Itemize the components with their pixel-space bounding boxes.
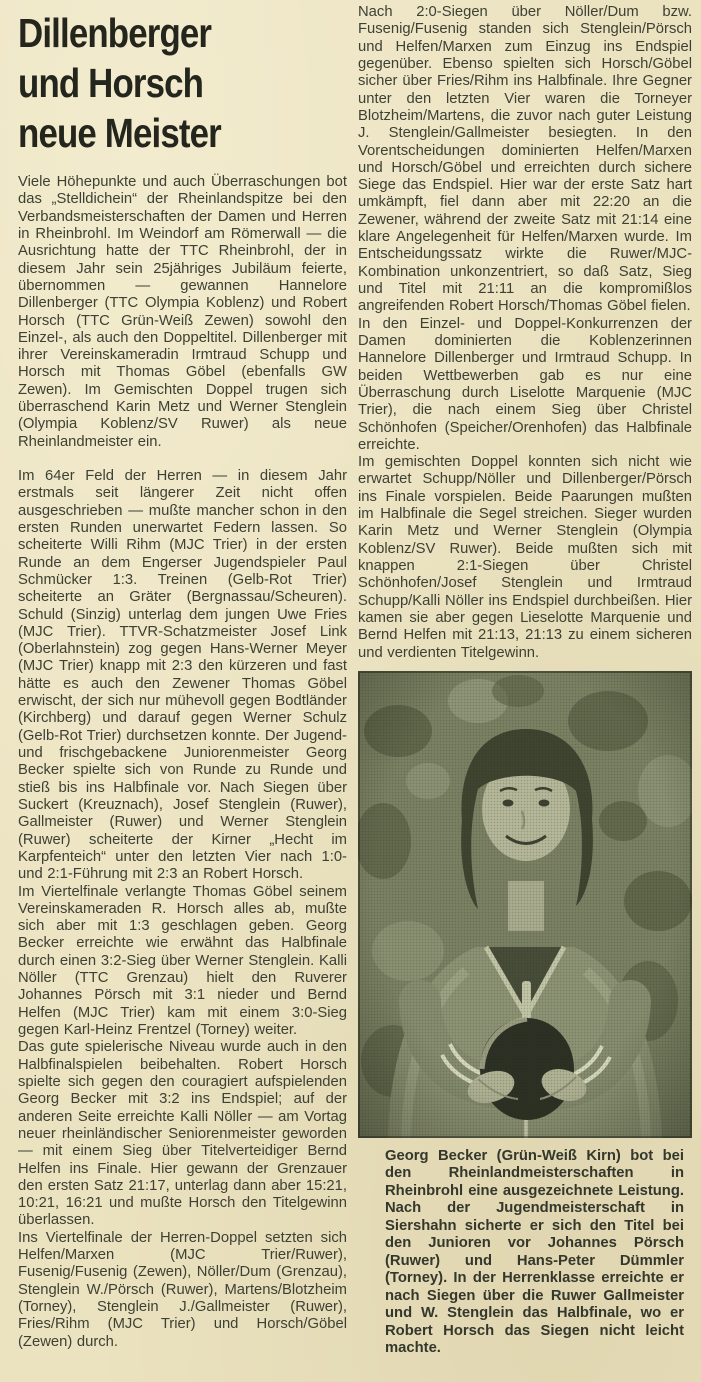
paragraph-viertelfinale-einzel: Im Viertelfinale verlangte Thomas Göbel seinem Vereinskameraden R. Horsch alles ab, mußte sich aber mit 1:3 geschlagen geben. Georg Becker erreichte wie erwähnt das Halbfinale durch einen 3:2-Sieg über Werner Stenglein. Kalli Nöller (TTC Grenzau) hielt den Ruverer Johannes Pörsch mit 3:1 nieder und Bernd Helfen (MJC Trier) kam mit einem 3:0-Sieg gegen Karl-Heinz Frentzel (Torney) weiter.	[18, 883, 347, 1038]
paragraph-doppel-endspiel: Nach 2:0-Siegen über Nöller/Dum bzw. Fusenig/Fusenig standen sich Stenglein/Pörsch und Helfen/Marxen zum Einzug ins Endspiel gegenüber. Ebenso spielten sich Horsch/Göbel sicher über Fries/Rihm ins Halbfinale. Ihre Gegner unter den letzten Vier waren die Torneyer Blotzheim/Martens, die zuvor nach guter Leistung J. Stenglein/Gallmeister besiegten. In den Vorentscheidungen dominierten Helfen/Marxen und Horsch/Göbel und erreichten durch sichere Siege das Endspiel. Hier war der erste Satz hart umkämpft, fiel dann aber mit 22:20 an die Zewener, während der zweite Satz mit 21:14 eine klare Angelegenheit für Helfen/Marxen wurde. Im Entscheidungssatz wirkte die Ruwer/MJC-Kombination unkonzentriert, so daß Satz, Sieg und Titel mit 21:11 an die kompromißlos angreifenden Robert Horsch/Thomas Göbel fielen.	[358, 4, 692, 315]
paragraph-herren-doppel: Ins Viertelfinale der Herren-Doppel setzten sich Helfen/Marxen (MJC Trier/Ruwer), Fusenig/Fusenig (Zewen), Nöller/Dum (Grenzau), Stenglein W./Pörsch (Ruwer), Martens/Blotzheim (Torney), Stenglein J./Gallmeister (Ruwer), Fries/Rihm (MJC Trier) und Horsch/Göbel (Zewen) durch.	[18, 1229, 347, 1350]
article-headline	[18, 8, 298, 158]
headline-line-2: und Horsch	[18, 60, 204, 106]
paragraph-halbfinale: Das gute spielerische Niveau wurde auch in den Halbfinalspielen beibehalten. Robert Horsch spielte sich gegen den couragiert aufspielenden Georg Becker mit 3:2 ins Endspiel; auf der anderen Seite erreichte Kalli Nöller — am Vortag neuer rheinländischer Seniorenmeister geworden — mit einem Sieg über Titelverteidiger Bernd Helfen ins Finale. Hier gewann der Grenzauer den ersten Satz 21:17, unterlag dann aber 15:21, 10:21, 16:21 und mußte Horsch den Titelgewinn überlassen.	[18, 1039, 347, 1229]
paragraph-damen: In den Einzel- und Doppel-Konkurrenzen der Damen dominierten die Koblenzerinnen Hannelore Dillenberger und Irmtraud Schupp. In beiden Wettbewerben gab es nur eine Überraschung durch Liselotte Marquenie (MJC Trier), die nach einem Sieg über Christel Schönhofen (Speicher/Orenhofen) das Halbfinale erreichte.	[358, 315, 692, 453]
paragraph-herren-feld: Im 64er Feld der Herren — in diesem Jahr erstmals seit längerer Zeit nicht offen ausgeschrieben — mußte mancher schon in den ersten Runden unerwartet Federn lassen. So scheiterte Willi Rihm (MJC Trier) in der ersten Runde an dem Engerser Jugendspieler Paul Schmücker 1:3. Treinen (Gelb-Rot Trier) scheiterte an Gräter (Bergnassau/Scheuren). Schuld (Sinzig) unterlag dem jungen Uwe Fries (MJC Trier). TTVR-Schatzmeister Josef Link (Oberlahnstein) zog gegen Hans-Werner Meyer (MJC Trier) knapp mit 2:3 den kürzeren und fast hätte es auch den Zewener Thomas Göbel erwischt, der sich nur mühevoll gegen Bodtländer (Kirchberg) und darauf gegen Werner Schulz (Gelb-Rot Trier) durchsetzen konnte. Der Jugend- und frischgebackene Juniorenmeister Georg Becker spielte sich von Runde zu Runde und stieß bis ins Halbfinale vor. Nach Siegen über Suckert (Kreuznach), Josef Stenglein (Ruwer), Gallmeister (Ruwer) und Werner Stenglein (Ruwer) scheiterte der Kirner „Hecht im Karpfenteich“ unter den letzten Vier nach 1:0- und 2:1-Führung mit 2:3 an Robert Horsch.	[18, 468, 347, 883]
right-column	[358, 4, 692, 1358]
vignette-overlay	[358, 671, 692, 1138]
georg-becker-photo	[358, 671, 692, 1138]
photo-caption: Georg Becker (Grün-Weiß Kirn) bot bei den Rheinlandmeisterschaften in Rheinbrohl eine ausgezeichnete Leistung. Nach der Jugendmeisterschaft in Siershahn sicherte er sich den Titel bei den Junioren vor Johannes Pörsch (Ruwer) und Hans-Peter Dümmler (Torney). In der Herrenklasse erreichte er nach Siegen über die Ruwer Gallmeister und W. Stenglein das Halbfinale, wo er Robert Horsch das Siegen nicht leicht machte.	[385, 1147, 684, 1357]
left-column	[18, 8, 347, 1351]
headline-line-1: Dillenberger	[18, 10, 212, 56]
paragraph-gemischtes-doppel: Im gemischten Doppel konnten sich nicht wie erwartet Schupp/Nöller und Dillenberger/Pörsch ins Finale vorspielen. Beide Paarungen mußten im Halbfinale die Segel streichen. Sieger wurden Karin Metz und Werner Stenglein (Olympia Koblenz/SV Ruwer). Beide mußten sich mit knappen 2:1-Siegen über Christel Schönhofen/Josef Stenglein und Irmtraud Schupp/Kalli Nöller ins Endspiel durchbeißen. Hier kamen sie aber gegen Lieselotte Marquenie und Bernd Helfen mit 21:13, 21:13 zu einem sicheren und verdienten Titelgewinn.	[358, 454, 692, 661]
photo-figure	[358, 671, 692, 1358]
paragraph-lead: Viele Höhepunkte und auch Überraschungen bot das „Stelldichein“ der Rheinlandspitze bei den Verbandsmeisterschaften der Damen und Herren in Rheinbrohl. Im Weindorf am Römerwall — die Ausrichtung hatte der TTC Rheinbrohl, der in diesem Jahr sein 25jähriges Jubiläum feierte, übernommen — gewannen Hannelore Dillenberger (TTC Olympia Koblenz) und Robert Horsch (TTC Grün-Weiß Zewen) sowohl den Einzel-, als auch den Doppeltitel. Dillenberger mit ihrer Vereinskameradin Irmtraud Schupp und Horsch mit Thomas Göbel (ebenfalls GW Zewen). Im Gemischten Doppel trugen sich überraschend Karin Metz und Werner Stenglein (Olympia Koblenz/SV Ruwer) als neue Rheinlandmeister ein.	[18, 174, 347, 450]
headline-line-3: neue Meister	[18, 110, 221, 156]
